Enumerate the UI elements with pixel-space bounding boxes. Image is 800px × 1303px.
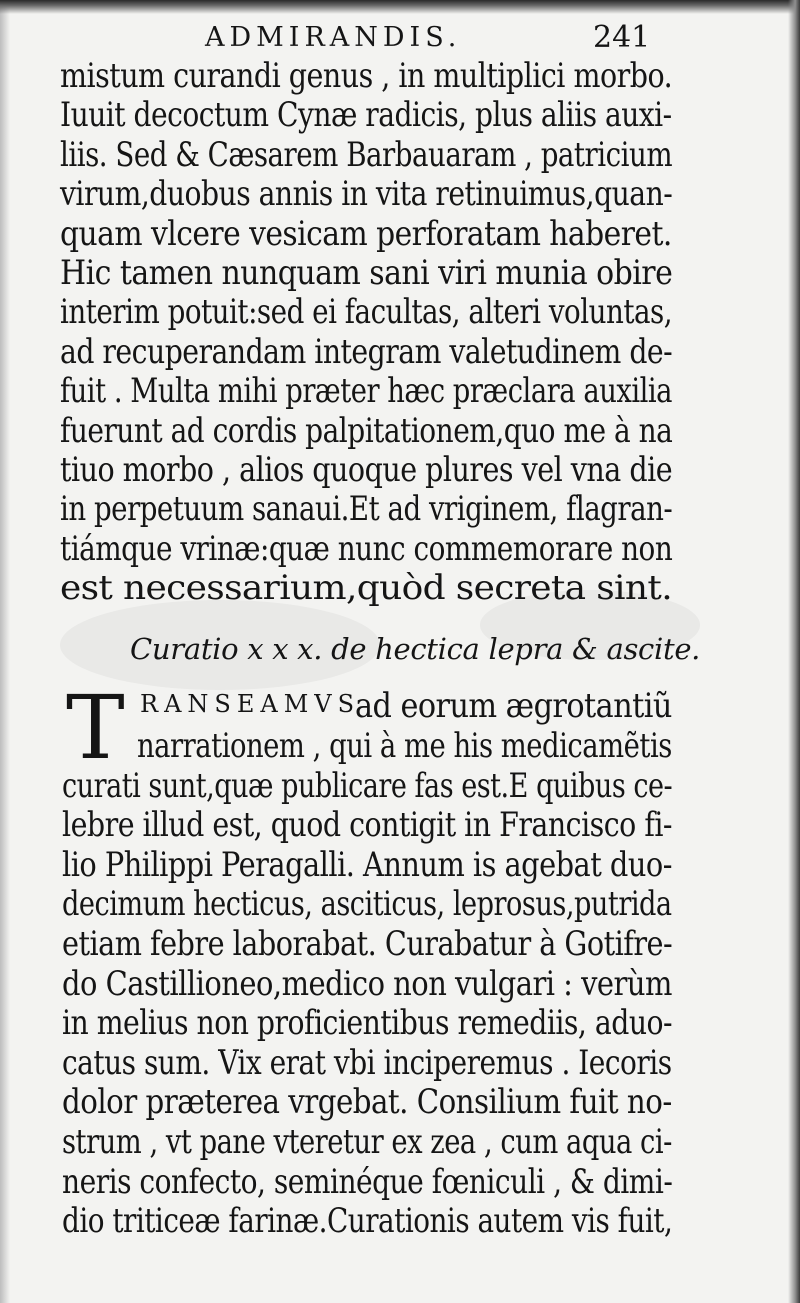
page-shadow-top	[0, 0, 800, 14]
text-line: decimum hecticus, asciticus, leprosus,putrida	[62, 884, 672, 924]
text-line: fuit . Multa mihi præter hæc præclara auxilia	[60, 371, 672, 411]
drop-cap: T	[66, 676, 125, 779]
text-line: quam vlcere vesicam perforatam haberet.	[60, 213, 672, 253]
lead-small-caps: RANSEAMVS	[140, 690, 361, 718]
page-shadow-right	[788, 0, 800, 1303]
running-head: ADMIRANDIS.	[205, 22, 462, 53]
page-number: 241	[593, 20, 651, 55]
text-line: in melius non proficientibus remediis, aduo-	[62, 1003, 673, 1043]
text-line: neris confecto, seminéque fœniculi , & dimi-	[62, 1161, 673, 1201]
section-heading: Curatio x x x. de hectica lepra & ascite.	[130, 632, 701, 666]
text-line: dolor præterea vrgebat. Consilium fuit no-	[62, 1082, 672, 1122]
text-line: tiuo morbo , alios quoque plures vel vna die	[60, 450, 673, 489]
text-line: mistum curandi genus , in multiplici morbo.	[60, 56, 673, 95]
text-line: Hic tamen nunquam sani viri munia obire	[60, 253, 673, 292]
text-line: fuerunt ad cordis palpitationem,quo me à na	[60, 410, 673, 450]
text-line: narrationem , qui à me his medicamẽtis	[137, 726, 672, 765]
text-line: Iuuit decoctum Cynæ radicis, plus aliis auxi-	[60, 95, 672, 135]
text-line: est necessarium,quòd secreta sint.	[60, 568, 673, 608]
text-line: catus sum. Vix erat vbi inciperemus . Iecoris	[62, 1042, 672, 1082]
text-line: liis. Sed & Cæsarem Barbauaram , patricium	[60, 134, 673, 174]
first-line-rest: ad eorum ægrotantiũ	[355, 686, 672, 725]
text-line: lio Philippi Peragalli. Annum is agebat duo-	[62, 844, 672, 884]
text-line: etiam febre laborabat. Curabatur à Gotifre-	[62, 924, 673, 963]
text-line: do Castillioneo,medico non vulgari : verùm	[62, 963, 672, 1003]
text-line: ad recuperandam integram valetudinem de-	[60, 331, 673, 371]
text-line: virum,duobus annis in vita retinuimus,quan-	[60, 174, 673, 214]
text-line: interim potuit:sed ei facultas, alteri voluntas,	[60, 292, 673, 332]
text-line: lebre illud est, quod contigit in Francisco fi-	[62, 805, 673, 845]
text-line: dio triticeæ farinæ.Curationis autem vis fuit,	[62, 1201, 673, 1241]
text-line: in perpetuum sanaui.Et ad vriginem, flagran-	[60, 489, 673, 529]
text-line: tiámque vrinæ:quæ nunc commemorare non	[60, 528, 673, 568]
page-shadow-left	[0, 0, 10, 1303]
text-line: curati sunt,quæ publicare fas est.E quibus ce-	[62, 765, 673, 805]
text-line: strum , vt pane vteretur ex zea , cum aqua ci-	[62, 1122, 672, 1161]
